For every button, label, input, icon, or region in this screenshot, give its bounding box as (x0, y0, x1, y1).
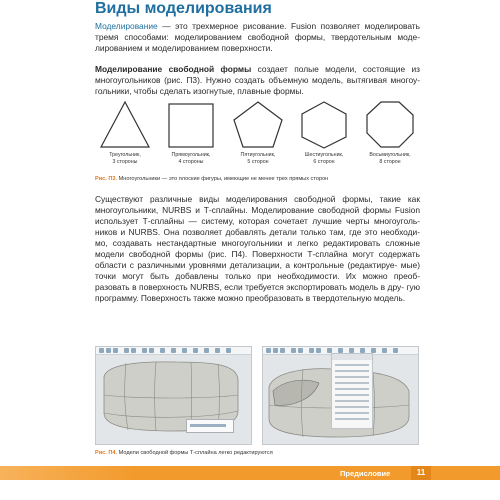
shape-label (228, 152, 288, 165)
shape-label-sides: 3 стороны (112, 158, 138, 165)
tspline-line: многоугольники, NURBS и Т-сплайны. Моделирование свободной формы Fusion (95, 205, 420, 215)
edit-dialog (186, 419, 234, 433)
freeform-lead-term: Моделирование свободной формы (95, 64, 252, 74)
shape-label-name: Шестиугольник, (304, 152, 344, 158)
freeform-line: создает полые модели, состоящие из (257, 64, 421, 74)
figure-caption-p3 (95, 176, 328, 183)
tspline-paragraph (95, 194, 420, 304)
tspline-line: ников и NURBS. Она позволяет добавлять детали только там, где это необходи- (95, 227, 420, 237)
footer-section-name: Предисловие (340, 469, 391, 478)
shape-label-name: Пятиугольник, (240, 152, 276, 158)
shape-label (360, 152, 420, 165)
shape-label-name: Восьмиугольник, (369, 152, 411, 158)
tspline-screenshot-2 (262, 346, 419, 445)
intro-line: — это трехмерное рисование. Fusion позволяет моделировать (162, 21, 421, 31)
tspline-line: мые) точки могут быть добавлены только при необходимости. Их можно преоб- (95, 260, 421, 281)
tspline-line: использует Т-сплайны — систему, которая сочетает лучшие черты многоуголь- (95, 216, 420, 226)
caption-text: Многоугольники — это плоские фигуры, имеющие не менее трех прямых сторон (118, 176, 329, 182)
triangle-icon (99, 100, 151, 150)
tspline-line: Существуют различные виды моделирования свободной формы, такие как (95, 194, 420, 204)
intro-paragraph (95, 21, 420, 54)
figure-number: Рис. П3. (95, 176, 118, 182)
properties-panel (331, 353, 373, 429)
polygon-triangle (95, 100, 155, 165)
tspline-line: модель. (373, 293, 406, 303)
polygon-hexagon (294, 100, 354, 165)
page-number-box (411, 466, 431, 480)
shape-label-name: Треугольник, (109, 152, 141, 158)
shape-label-sides: 5 сторон (247, 158, 269, 165)
shape-label-sides: 4 стороны (178, 158, 204, 165)
shape-label-sides: 6 сторон (313, 158, 335, 165)
freeform-paragraph (95, 64, 420, 97)
pentagon-icon (232, 100, 284, 150)
polygon-pentagon (228, 100, 288, 165)
polygon-figure (95, 100, 420, 172)
rectangle-icon (165, 100, 217, 150)
hexagon-icon (298, 100, 350, 150)
shape-label (161, 152, 221, 165)
intro-lead-term: Моделирование (95, 21, 158, 31)
intro-line: тремя способами: моделированием свободной формы, твердотельным моде- (95, 32, 420, 42)
shape-label (95, 152, 155, 165)
intro-line: лированием и моделированием поверхности. (95, 43, 273, 53)
polygon-octagon (360, 100, 420, 165)
caption-text: Модели свободной формы Т-сплайна легко редактируются (118, 450, 273, 456)
freeform-line: многоугольников (рис. П3). Нужно создать объемную модель, вытягивая многоу- (95, 75, 420, 85)
tspline-line: области с различными уровнями детализации, а контрольные (редактируе- (95, 260, 398, 270)
shape-label-sides: 8 сторон (379, 158, 401, 165)
figure-caption-p4 (95, 450, 273, 457)
tspline-line: мо, создавать нестандартные многоугольники и легко редактировать сложные (95, 238, 420, 248)
page-title: Виды моделирования (95, 0, 272, 17)
shape-label-name: Прямоугольник, (171, 152, 211, 158)
tspline-screenshot-1 (95, 346, 252, 445)
figure-number: Рис. П4. (95, 450, 118, 456)
freeform-line: гольники, чтобы сделать изогнутые, плавные формы. (95, 86, 304, 96)
octagon-icon (364, 100, 416, 150)
shape-label (294, 152, 354, 165)
page-number: 11 (416, 468, 426, 477)
tspline-line: модели свободной формы (рис. П4). Поверхности Т-сплайна могут содержать (95, 249, 420, 259)
polygon-rectangle (161, 100, 221, 165)
tspline-line: гую программу. Поверхность также можно преобразовать в твердотельную (95, 282, 421, 303)
tspline-line: разовать в поверхность NURBS, если требуется экспортировать модель в дру- (95, 282, 404, 292)
